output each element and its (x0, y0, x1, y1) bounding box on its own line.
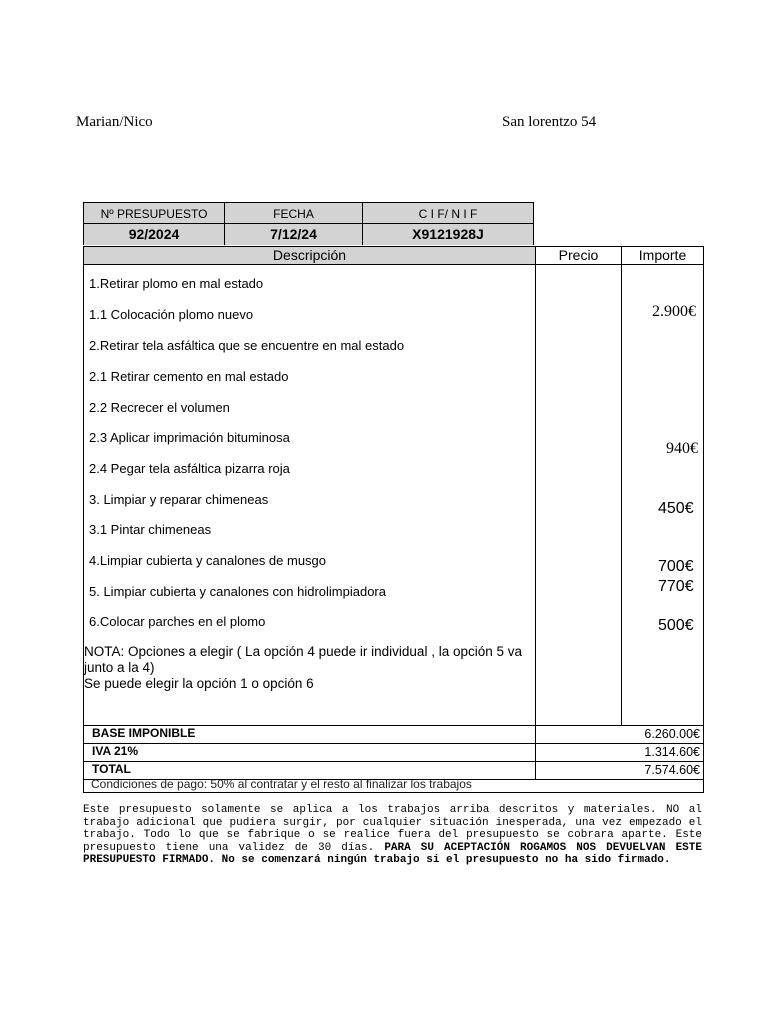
iva-label: IVA 21% (92, 744, 139, 758)
amount-item-4: 700€ (658, 558, 694, 575)
amount-item-2: 940€ (666, 440, 698, 457)
amount-item-6: 500€ (658, 617, 694, 634)
list-item: 4.Limpiar cubierta y canalones de musgo (89, 553, 327, 568)
base-value: 6.260.00€ (644, 727, 700, 741)
list-item: 1.Retirar plomo en mal estado (89, 276, 264, 291)
column-amount: Importe (638, 247, 687, 263)
total-label: TOTAL (92, 762, 131, 776)
budget-date: 7/12/24 (225, 224, 363, 245)
label-tax-id: C I F/ N I F (363, 203, 533, 224)
iva-value: 1.314.60€ (644, 745, 700, 759)
list-item: 5. Limpiar cubierta y canalones con hidrolimpiadora (89, 584, 386, 599)
column-description: Descripción (272, 247, 347, 263)
tax-id: X9121928J (363, 224, 533, 245)
client-name: Marian/Nico (76, 114, 153, 130)
label-date: FECHA (225, 203, 363, 224)
label-budget-number: Nº PRESUPUESTO (84, 203, 225, 224)
client-address: San lorentzo 54 (502, 114, 597, 130)
list-item: 2.3 Aplicar imprimación bituminosa (89, 430, 290, 445)
budget-number: 92/2024 (84, 224, 225, 245)
list-item: 2.4 Pegar tela asfáltica pizarra roja (89, 461, 290, 476)
base-label: BASE IMPONIBLE (92, 726, 196, 740)
list-item: 3.1 Pintar chimeneas (89, 522, 212, 537)
options-note (84, 644, 534, 692)
note-line-2: Se puede elegir la opción 1 o opción 6 (84, 676, 314, 691)
list-item: 2.2 Recrecer el volumen (89, 400, 230, 415)
column-price: Precio (558, 247, 599, 263)
row-divider-iva (84, 743, 703, 744)
amount-item-5: 770€ (658, 578, 694, 595)
disclaimer (83, 804, 702, 867)
list-item: 2.Retirar tela asfáltica que se encuentre en mal estado (89, 338, 405, 353)
list-item: 3. Limpiar y reparar chimeneas (89, 492, 269, 507)
list-item: 1.1 Colocación plomo nuevo (89, 307, 254, 322)
list-item: 2.1 Retirar cemento en mal estado (89, 369, 289, 384)
note-line-1: NOTA: Opciones a elegir ( La opción 4 puede ir individual , la opción 5 va junto a la 4) (84, 644, 522, 675)
budget-info-table (83, 202, 534, 245)
amount-item-3: 450€ (658, 500, 694, 517)
row-divider-total (84, 761, 703, 762)
price-column-divider (535, 247, 536, 780)
disclaimer-text: Este presupuesto solamente se aplica a los trabajos arriba descritos y materiales. NO al trabajo adicional que pudiera surgir, por cualquier situación inesperada, una vez empezado el trabajo. Todo lo que se fabrique o se realice fuera del presupuesto se cobrara aparte. Este presupuesto tiene una validez de 30 días. (83, 804, 702, 854)
disclaimer-bold: PARA SU ACEPTACIÓN ROGAMOS NOS DEVUELVAN ESTE PRESUPUESTO FIRMADO. No se comenzará ningún trabajo si el presupuesto no ha sido firmado. (83, 841, 702, 866)
payment-conditions: Condiciones de pago: 50% al contratar y el resto al finalizar los trabajos (91, 777, 472, 791)
list-item: 6.Colocar parches en el plomo (89, 614, 266, 629)
budget-table (83, 246, 704, 793)
amount-item-1: 2.900€ (652, 303, 696, 320)
header-divider (84, 264, 703, 265)
total-value: 7.574.60€ (644, 763, 700, 777)
amount-column-divider (621, 247, 622, 725)
